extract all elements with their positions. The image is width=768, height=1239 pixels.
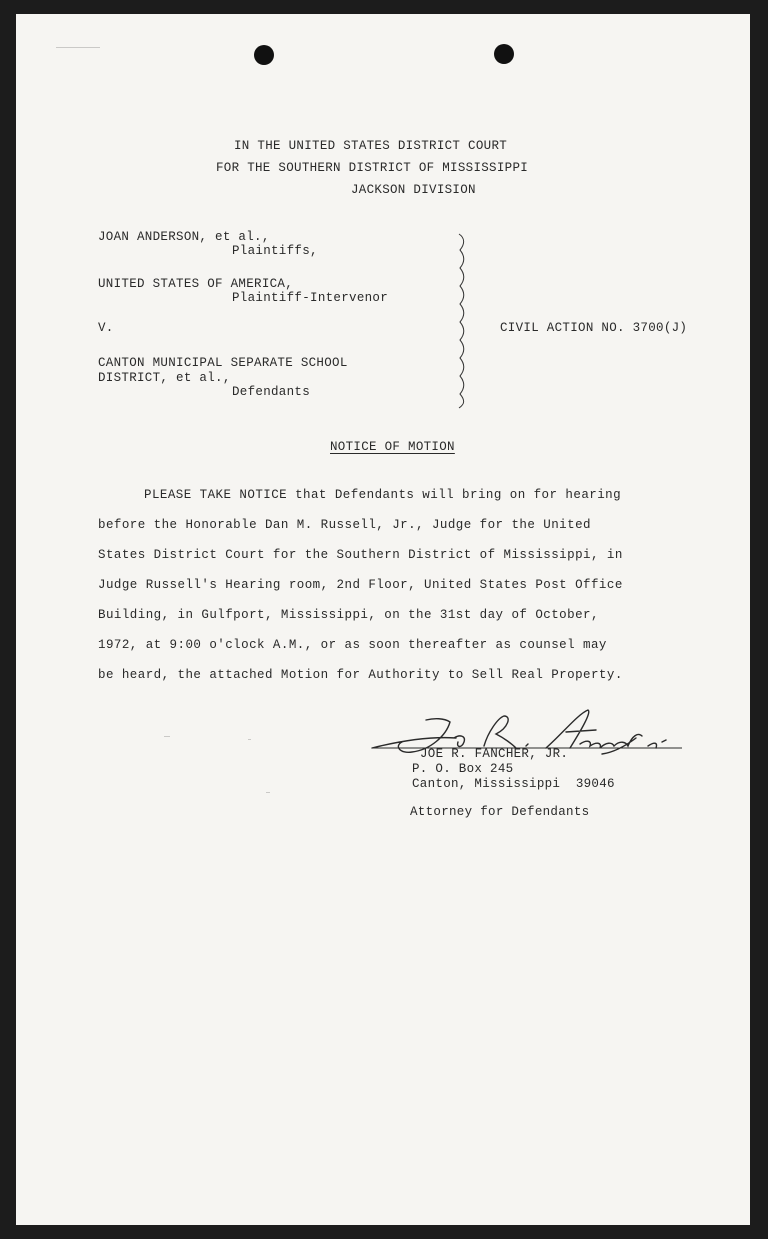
versus: V. (98, 321, 114, 335)
document-title: NOTICE OF MOTION (330, 440, 455, 454)
caption-brace (456, 232, 468, 410)
punch-hole-right (494, 44, 514, 64)
body-line: before the Honorable Dan M. Russell, Jr., Judge for the United (98, 518, 591, 532)
court-heading-line2: FOR THE SOUTHERN DISTRICT OF MISSISSIPPI (216, 161, 529, 175)
party-plaintiff-name: JOAN ANDERSON, et al., (98, 230, 270, 244)
paper-speck (248, 739, 251, 740)
signer-role: Attorney for Defendants (410, 805, 590, 819)
edge-mark (56, 47, 100, 48)
signer-address-line1: P. O. Box 245 (412, 762, 514, 776)
party-intervenor-name: UNITED STATES OF AMERICA, (98, 277, 294, 291)
court-heading-line1: IN THE UNITED STATES DISTRICT COURT (234, 139, 508, 153)
party-intervenor-role: Plaintiff-Intervenor (232, 291, 389, 305)
party-defendant-name-line2: DISTRICT, et al., (98, 371, 231, 385)
body-line: 1972, at 9:00 o'clock A.M., or as soon thereafter as counsel may (98, 638, 607, 652)
signer-name: JOE R. FANCHER, JR. (420, 747, 569, 761)
court-heading-line3: JACKSON DIVISION (351, 183, 476, 197)
party-defendant-name-line1: CANTON MUNICIPAL SEPARATE SCHOOL (98, 356, 348, 370)
party-defendant-role: Defendants (232, 385, 311, 399)
signer-address-line2: Canton, Mississippi 39046 (412, 777, 615, 791)
body-line: Judge Russell's Hearing room, 2nd Floor, United States Post Office (98, 578, 623, 592)
punch-hole-left (254, 45, 274, 65)
party-plaintiff-role: Plaintiffs, (232, 244, 318, 258)
paper-speck (164, 736, 170, 737)
body-line: PLEASE TAKE NOTICE that Defendants will bring on for hearing (144, 488, 622, 502)
body-line: States District Court for the Southern District of Mississippi, in (98, 548, 623, 562)
body-line: be heard, the attached Motion for Authority to Sell Real Property. (98, 668, 623, 682)
paper-speck (266, 792, 270, 793)
body-line: Building, in Gulfport, Mississippi, on the 31st day of October, (98, 608, 599, 622)
civil-action-number: CIVIL ACTION NO. 3700(J) (500, 321, 688, 335)
document-page (16, 14, 750, 1225)
